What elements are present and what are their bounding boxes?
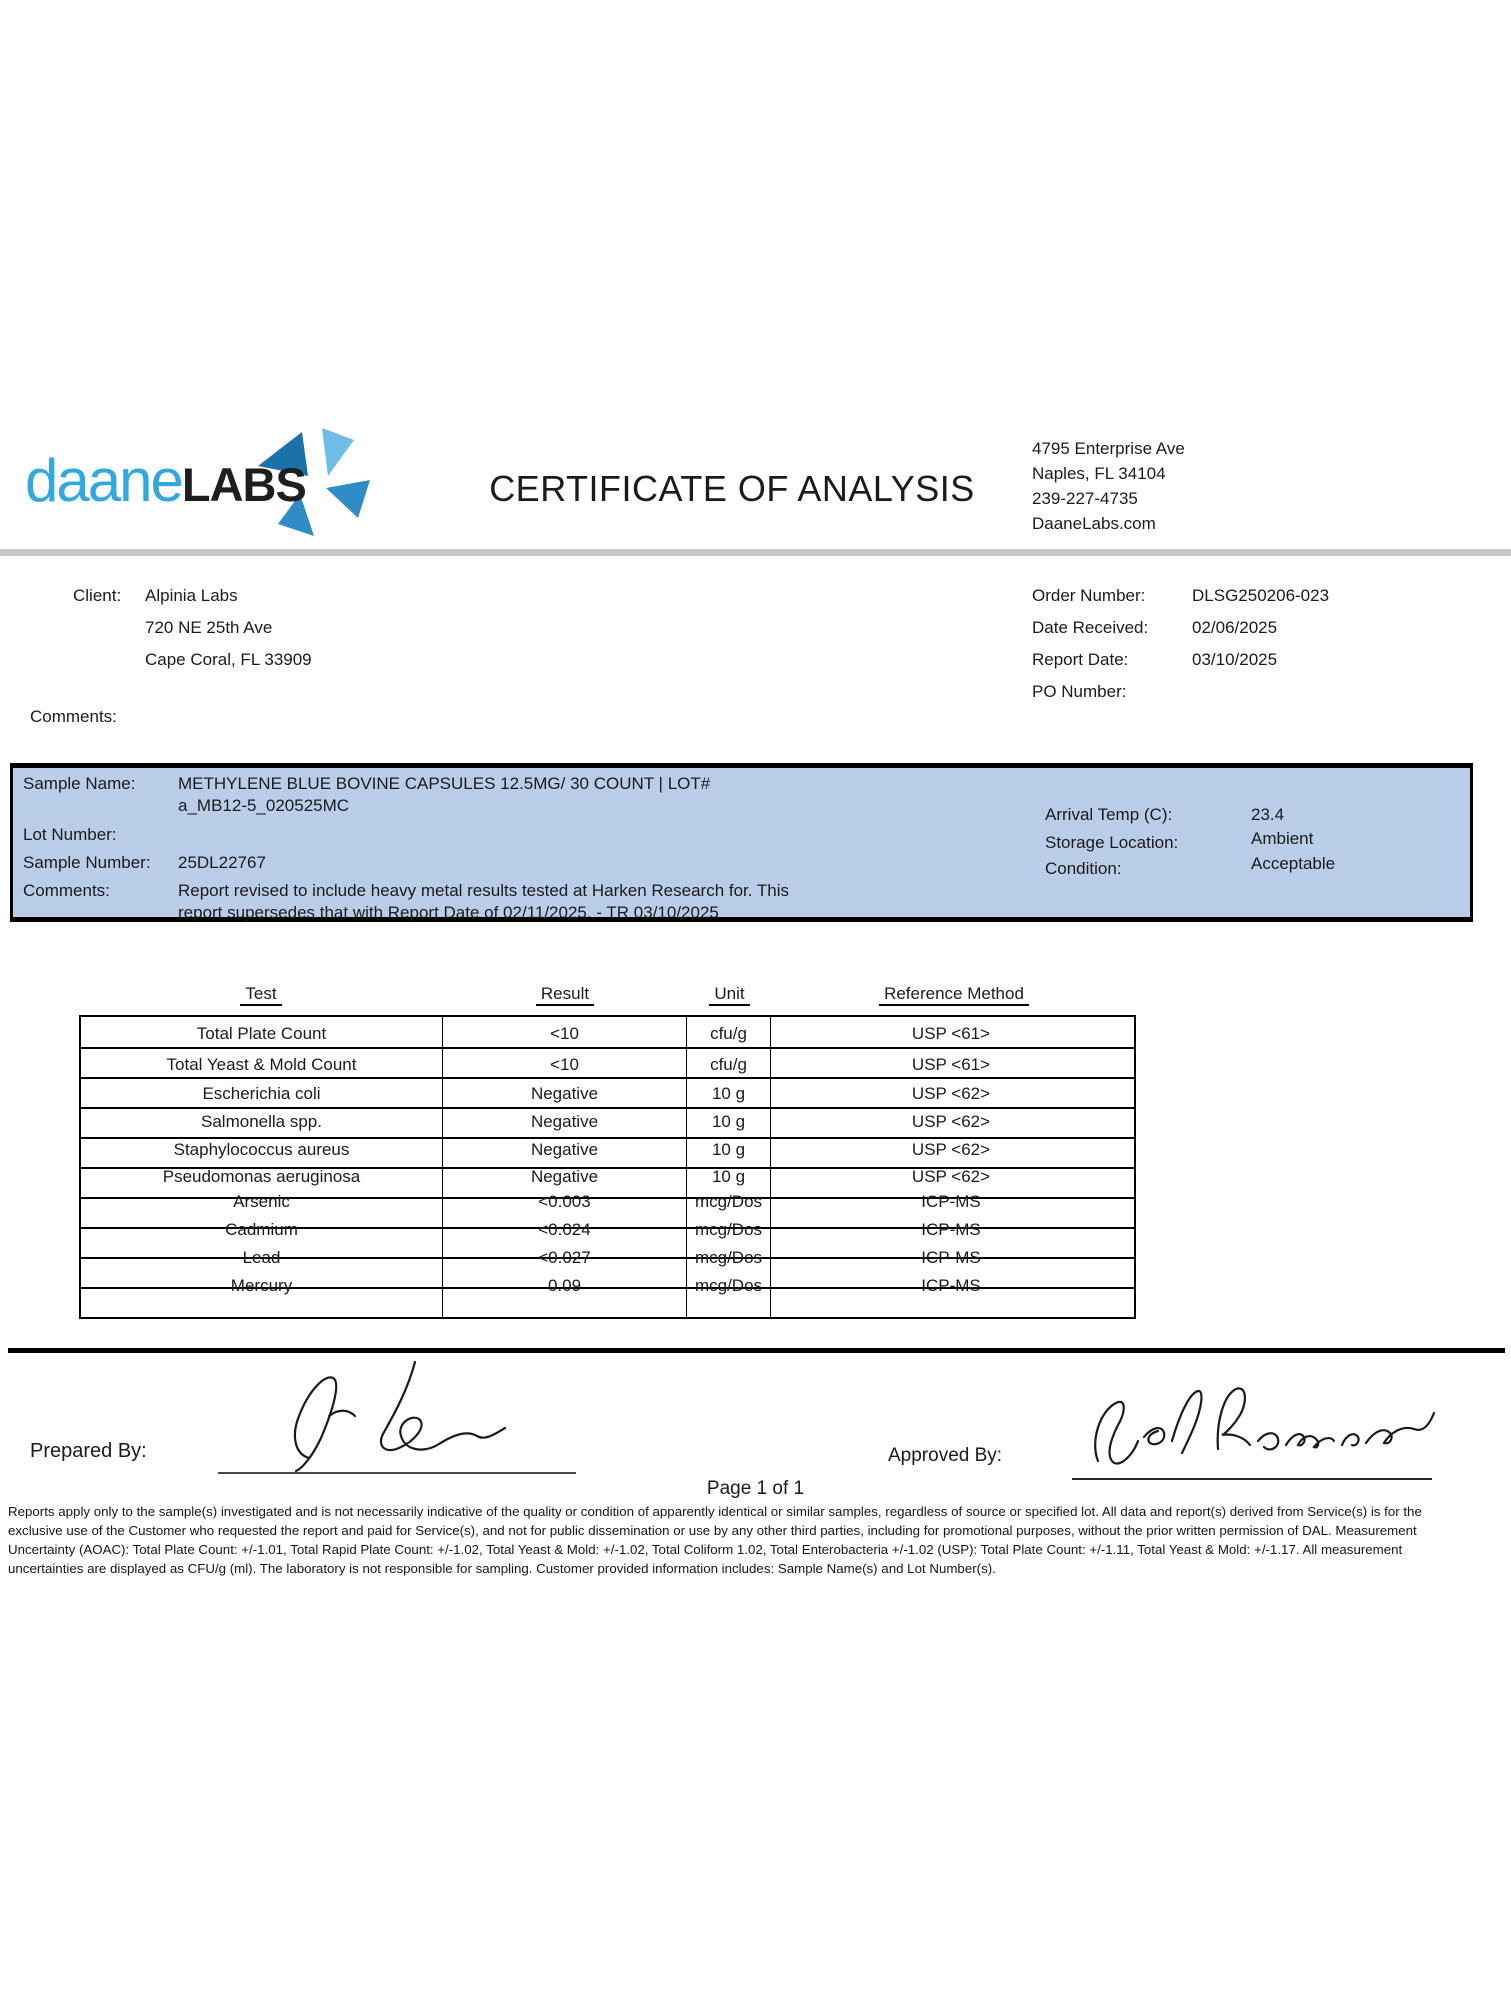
lab-address-street: 4795 Enterprise Ave: [1032, 439, 1185, 458]
lab-address-phone: 239-227-4735: [1032, 489, 1138, 508]
arrival-temp-label: Arrival Temp (C):: [1045, 805, 1173, 824]
table-row: Escherichia coli Negative 10 g USP <62>: [81, 1077, 1134, 1107]
logo-word-labs: LABS: [181, 458, 306, 511]
table-header-unit: Unit: [687, 984, 772, 1004]
client-label: Client:: [73, 586, 122, 605]
logo-word-daane: daane: [25, 447, 182, 514]
lot-number-label: Lot Number:: [23, 825, 117, 844]
table-header-reference-method: Reference Method: [772, 984, 1136, 1004]
date-received-label: Date Received:: [1032, 618, 1149, 637]
storage-location-label: Storage Location:: [1045, 833, 1179, 852]
results-table: [79, 1015, 1136, 1319]
page-number: Page 1 of 1: [706, 1478, 805, 1499]
footer-disclaimer: [8, 1502, 1505, 1578]
report-date-value: 03/10/2025: [1192, 650, 1278, 669]
sample-number-label: Sample Number:: [23, 853, 151, 872]
lab-address-block: [1032, 436, 1185, 536]
client-address-city: Cape Coral, FL 33909: [145, 650, 312, 669]
prepared-signature: [265, 1358, 535, 1476]
sample-name-line1: METHYLENE BLUE BOVINE CAPSULES 12.5MG/ 30 COUNT | LOT#: [178, 774, 711, 793]
table-header-test: Test: [79, 984, 443, 1004]
order-number-value: DLSG250206-023: [1192, 586, 1330, 605]
footer-line: uncertainties are displayed as CFU/g (ml). The laboratory is not responsible for sampling. Customer provided information includes: Sample Name(s) and Lot Number(s).: [8, 1561, 996, 1576]
signature-section-divider: [8, 1348, 1505, 1353]
sample-info-box: [10, 763, 1473, 922]
sample-comments-line2: report supersedes that with Report Date of 02/11/2025. - TR 03/10/2025: [178, 903, 719, 922]
prepared-by-label: Prepared By:: [30, 1440, 147, 1462]
table-row: Arsenic <0.003 mcg/Dos ICP-MS: [81, 1197, 1134, 1227]
table-row: Lead <0.027 mcg/Dos ICP-MS: [81, 1257, 1134, 1287]
sample-name-line2: a_MB12-5_020525MC: [178, 796, 350, 815]
approved-by-label: Approved By:: [888, 1445, 1003, 1466]
daane-labs-logo: [25, 430, 345, 540]
header-divider: [0, 549, 1511, 556]
lab-address-website: DaaneLabs.com: [1032, 514, 1156, 533]
table-row: Mercury 0.09 mcg/Dos ICP-MS: [81, 1287, 1134, 1317]
sample-comments-label: Comments:: [23, 881, 110, 900]
client-name: Alpinia Labs: [145, 586, 238, 605]
table-row: Pseudomonas aeruginosa Negative 10 g USP <62>: [81, 1167, 1134, 1197]
date-received-value: 02/06/2025: [1192, 618, 1278, 637]
client-comments-label: Comments:: [30, 707, 117, 726]
po-number-label: PO Number:: [1032, 682, 1127, 701]
lab-address-city: Naples, FL 34104: [1032, 464, 1166, 483]
footer-line: Reports apply only to the sample(s) investigated and is not necessarily indicative of the quality or condition of apparently identical or similar samples, regardless of source or specified lot. All data and report(s) derived from Service(s) is for the: [8, 1504, 1422, 1519]
storage-location-value: Ambient: [1251, 829, 1314, 848]
sample-number-value: 25DL22767: [178, 853, 266, 872]
table-row: Cadmium <0.024 mcg/Dos ICP-MS: [81, 1227, 1134, 1257]
prepared-signature-line: [218, 1472, 576, 1474]
order-number-label: Order Number:: [1032, 586, 1146, 605]
sample-comments-line1: Report revised to include heavy metal results tested at Harken Research for. This: [178, 881, 790, 900]
client-address-street: 720 NE 25th Ave: [145, 618, 273, 637]
report-date-label: Report Date:: [1032, 650, 1129, 669]
condition-value: Acceptable: [1251, 854, 1336, 873]
approved-signature: [1078, 1375, 1438, 1479]
table-header-result: Result: [443, 984, 687, 1004]
logo-wordmark: [25, 446, 306, 515]
table-row: Total Plate Count <10 cfu/g USP <61>: [81, 1017, 1134, 1047]
footer-line: Uncertainty (AOAC): Total Plate Count: +/-1.01, Total Rapid Plate Count: +/-1.02, Total Yeast & Mold: +/-1.02, Total Coliform 1.02, Total Enterobacteria +/-1.02 (USP): Total Plate Count: +/-1.11, Total Yeast & Mold: +/-1.17. All measurement: [8, 1542, 1403, 1557]
table-row: Total Yeast & Mold Count <10 cfu/g USP <61>: [81, 1047, 1134, 1077]
table-row: Staphylococcus aureus Negative 10 g USP <62>: [81, 1137, 1134, 1167]
condition-label: Condition:: [1045, 859, 1122, 878]
page-title: CERTIFICATE OF ANALYSIS: [489, 468, 975, 509]
arrival-temp-value: 23.4: [1251, 805, 1285, 824]
table-row: Salmonella spp. Negative 10 g USP <62>: [81, 1107, 1134, 1137]
footer-line: exclusive use of the Customer who requested the report and paid for Service(s), and not for public dissemination or use by any other third parties, including for promotional purposes, without the prior written permission of DAL. Measurement: [8, 1523, 1417, 1538]
sample-name-label: Sample Name:: [23, 774, 136, 793]
